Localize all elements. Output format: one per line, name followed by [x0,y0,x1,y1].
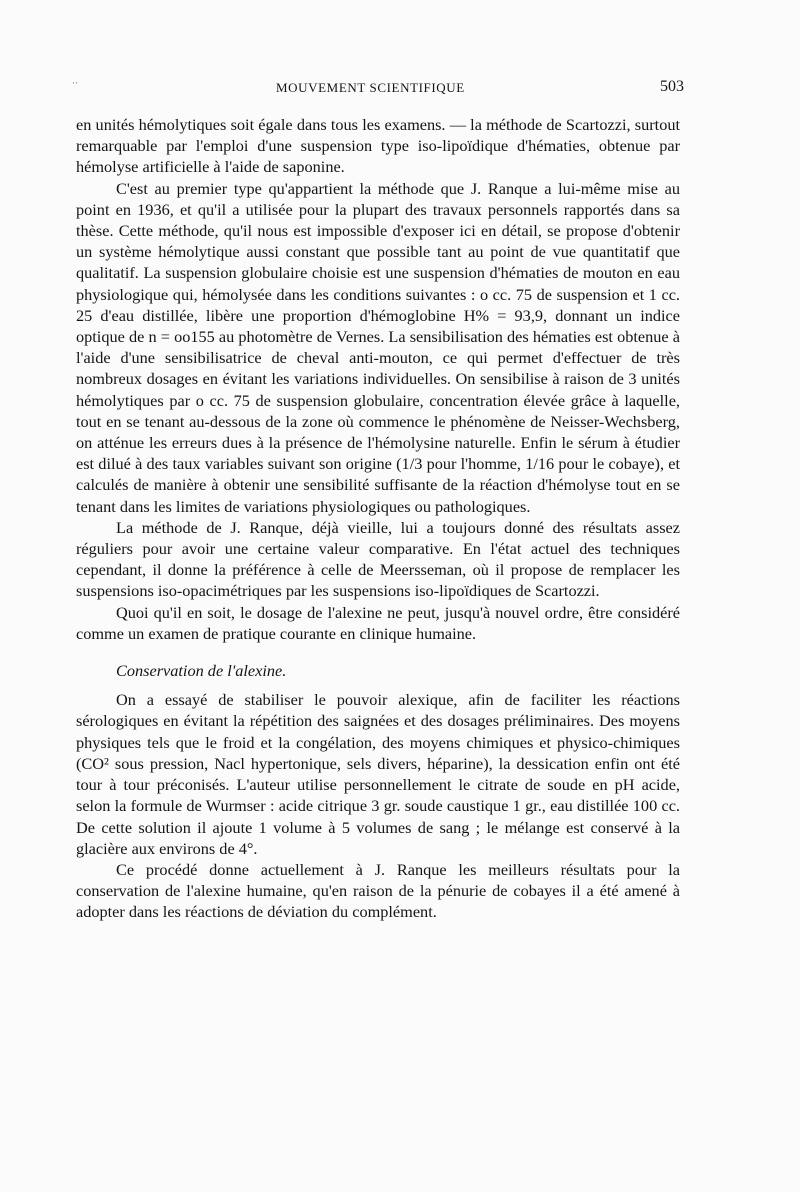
paragraph: en unités hémolytiques soit égale dans tous les examens. — la méthode de Scartozzi, surtout remarquable par l'emploi d'une suspension type iso-lipoïdique d'hématies, obtenue par hémolyse artificielle à l'aide de saponine. [76,115,680,177]
section-title: Conservation de l'alexine. [116,661,287,681]
paragraph: La méthode de J. Ranque, déjà vieille, lui a toujours donné des résultats assez réguliers pour avoir une certaine valeur comparative. En l'état actuel des techniques cependant, il donne la préférence à celle de Meersseman, où il propose de remplacer les suspensions iso-opacimétriques par les suspensions iso-lipoïdiques de Scartozzi. [76,517,680,601]
page-number: 503 [660,78,684,95]
paragraph: Ce procédé donne actuellement à J. Ranque les meilleurs résultats pour la conservation de l'alexine humaine, qu'en raison de la pénurie de cobayes il a été amené à adopter dans les réactions de déviation du complément. [76,859,680,922]
paragraph: On a essayé de stabiliser le pouvoir alexique, afin de faciliter les réactions sérologiques en évitant la répétition des saignées et des dosages préliminaires. Des moyens physiques tels que le froid et la congélation, des moyens chimiques et physico-chimiques (CO² sous pression, Nacl hypertonique, sels divers, héparine), la dessication enfin ont été tour à tour préconisés. L'auteur utilise personnellement le citrate de soude en pH acide, selon la formule de Wurmser : acide citrique 3 gr. soude caustique 1 gr., eau distillée 100 cc. De cette solution il ajoute 1 volume à 5 volumes de sang ; le mélange est conservé à la glacière aux environs de 4°. [76,690,680,858]
page-header [72,78,684,100]
section-gap [76,681,680,689]
running-title: MOUVEMENT SCIENTIFIQUE [276,80,465,95]
body-text [76,114,680,923]
header-mark: ·· [72,78,78,88]
section-gap [76,644,680,660]
paragraph: C'est au premier type qu'appartient la méthode que J. Ranque a lui-même mise au point en 1936, et qu'il a utilisée pour la plupart des travaux personnels rapportés dans sa thèse. Cette méthode, qu'il nous est impossible d'exposer ici en détail, se propose d'obtenir un système hémolytique aussi constant que possible tant au point de vue quantitatif que qualitatif. La suspension globulaire choisie est une suspension d'hématies de mouton en eau physiologique qui, hémolysée dans les conditions suivantes : o cc. 75 de suspension et 1 cc. 25 d'eau distillée, libère une proportion d'hémoglobine H% = 93,9, donnant un indice optique de n = oo155 au photomètre de Vernes. La sensibilisation des hématies est obtenue à l'aide d'une sensibilisatrice de cheval anti-mouton, ce qui permet d'effectuer de très nombreux dosages en évitant les variations individuelles. On sensibilise à raison de 3 unités hémolytiques par o cc. 75 de suspension globulaire, concentration élevée grâce à laquelle, tout en se tenant au-dessous de la zone où commence le phénomène de Neisser-Wechsberg, on atténue les erreurs dues à la présence de l'hémolysine naturelle. Enfin le sérum à étudier est dilué à des taux variables suivant son origine (1/3 pour l'homme, 1/16 pour le cobaye), et calculés de manière à obtenir une sensibilité suffisante de la réaction d'hémolyse tout en se tenant dans les limites de variations physiologiques ou pathologiques. [76,178,680,516]
paragraph: Quoi qu'il en soit, le dosage de l'alexine ne peut, jusqu'à nouvel ordre, être considéré comme un examen de pratique courante en clinique humaine. [76,602,680,643]
